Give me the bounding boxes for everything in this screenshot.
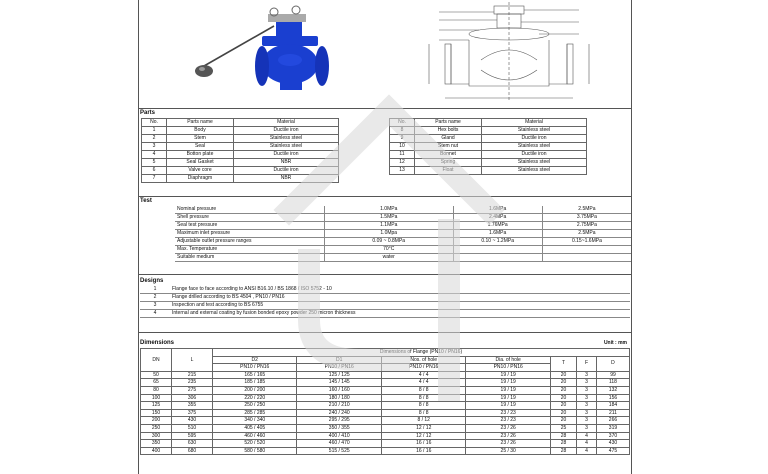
dim-dia-hole: 19 / 19 <box>466 386 550 394</box>
part-name: Botton plate <box>167 151 234 159</box>
test-table <box>175 206 631 262</box>
dim-d2: 285 / 285 <box>213 409 297 417</box>
dim-f: 3 <box>577 424 597 432</box>
dim-dn: 300 <box>141 432 172 440</box>
dim-nos-hole: 8 / 8 <box>381 402 465 410</box>
dim-f: 4 <box>577 440 597 448</box>
table-row <box>142 135 339 143</box>
table-row <box>175 238 631 246</box>
col-parts-name: Parts name <box>415 119 482 127</box>
test-value-1: 1.0MPa <box>324 206 453 214</box>
dim-dia-hole: 25 / 30 <box>466 447 550 455</box>
dim-nos-hole: 16 / 16 <box>381 447 465 455</box>
dim-d1: 515 / 525 <box>297 447 381 455</box>
dim-d1: 145 / 145 <box>297 379 381 387</box>
test-label: Maximum inlet pressure <box>175 230 324 238</box>
part-no: 5 <box>142 159 167 167</box>
part-material: Ductile iron <box>482 151 587 159</box>
dim-dn: 100 <box>141 394 172 402</box>
part-name: Stem nut <box>415 143 482 151</box>
dim-d1: 180 / 180 <box>297 394 381 402</box>
part-no: 9 <box>390 135 415 143</box>
test-value-2: 1.6MPa <box>453 206 542 214</box>
dim-dn: 200 <box>141 417 172 425</box>
design-text: Flange drilled according to BS 4504 , PN10 / PN16 <box>170 294 630 302</box>
part-material: Stainless steel <box>482 167 587 175</box>
part-material: Ductile iron <box>234 151 339 159</box>
col-t: T <box>550 356 576 371</box>
datasheet <box>138 0 632 474</box>
dim-d: 370 <box>596 432 629 440</box>
dim-l: 680 <box>172 447 213 455</box>
test-value-1: 70°C <box>324 246 453 254</box>
table-row <box>175 246 631 254</box>
table-row <box>142 143 339 151</box>
design-no: 1 <box>140 286 170 294</box>
dim-d: 319 <box>596 424 629 432</box>
dim-d: 184 <box>596 402 629 410</box>
dim-dia-hole: 19 / 19 <box>466 371 550 379</box>
part-material: NBR <box>234 175 339 183</box>
dim-d2: 220 / 220 <box>213 394 297 402</box>
dim-d: 99 <box>596 371 629 379</box>
dim-t: 20 <box>550 386 576 394</box>
test-value-1: 1.0Mpa <box>324 230 453 238</box>
dim-l: 430 <box>172 417 213 425</box>
test-label: Seal test pressure <box>175 222 324 230</box>
test-value-1: 1.1MPa <box>324 222 453 230</box>
test-value-3: 2.5MPa <box>542 230 631 238</box>
part-no: 12 <box>390 159 415 167</box>
float-valve-photo <box>184 4 354 104</box>
dim-t: 20 <box>550 371 576 379</box>
dim-dia-hole: 19 / 19 <box>466 394 550 402</box>
test-label: Suitable medium <box>175 254 324 262</box>
test-heading: Test <box>140 198 152 204</box>
dim-dn: 150 <box>141 409 172 417</box>
table-row <box>140 310 630 318</box>
sub-pn: PN10 / PN16 <box>297 364 381 372</box>
design-no: 2 <box>140 294 170 302</box>
dim-t: 20 <box>550 379 576 387</box>
table-row <box>142 127 339 135</box>
part-no: 7 <box>142 175 167 183</box>
dim-d1: 350 / 355 <box>297 424 381 432</box>
table-row <box>142 159 339 167</box>
part-name: Seal <box>167 143 234 151</box>
dim-d1: 460 / 470 <box>297 440 381 448</box>
part-name: Seal Gasket <box>167 159 234 167</box>
dim-d2: 580 / 580 <box>213 447 297 455</box>
dim-d2: 460 / 460 <box>213 432 297 440</box>
dim-f: 3 <box>577 386 597 394</box>
unit-label: Unit : mm <box>603 340 627 346</box>
table-row <box>141 447 630 455</box>
dim-d2: 185 / 185 <box>213 379 297 387</box>
dim-d2: 250 / 250 <box>213 402 297 410</box>
dim-dia-hole: 23 / 26 <box>466 432 550 440</box>
test-value-3 <box>542 254 631 262</box>
dim-t: 28 <box>550 447 576 455</box>
col-material: Material <box>234 119 339 127</box>
dim-t: 20 <box>550 394 576 402</box>
part-no: 1 <box>142 127 167 135</box>
table-row <box>142 175 339 183</box>
parts-table-left <box>141 118 339 183</box>
design-no: 3 <box>140 302 170 310</box>
part-name: Body <box>167 127 234 135</box>
dim-l: 306 <box>172 394 213 402</box>
dim-d2: 405 / 405 <box>213 424 297 432</box>
valve-section-drawing <box>409 0 609 104</box>
dim-t: 28 <box>550 440 576 448</box>
part-name: Float <box>415 167 482 175</box>
col-dn: DN <box>141 349 172 372</box>
dim-t: 28 <box>550 432 576 440</box>
dim-d: 156 <box>596 394 629 402</box>
col-f: F <box>577 356 597 371</box>
part-material: Stainless steel <box>234 143 339 151</box>
col-no: No. <box>142 119 167 127</box>
dim-l: 215 <box>172 371 213 379</box>
test-value-2 <box>453 246 542 254</box>
dim-dn: 350 <box>141 440 172 448</box>
dim-f: 3 <box>577 371 597 379</box>
dim-dn: 50 <box>141 371 172 379</box>
dim-dia-hole: 23 / 23 <box>466 409 550 417</box>
dim-dn: 250 <box>141 424 172 432</box>
test-value-3: 0.15~1.6MPa <box>542 238 631 246</box>
dim-l: 595 <box>172 432 213 440</box>
part-material: Stainless steel <box>234 135 339 143</box>
table-row <box>175 222 631 230</box>
part-no: 11 <box>390 151 415 159</box>
dim-dia-hole: 23 / 26 <box>466 424 550 432</box>
test-value-3: 2.5MPa <box>542 206 631 214</box>
design-text: Internal and external coating by fusion bonded epoxy powder 250 micron thickness <box>170 310 630 318</box>
dim-nos-hole: 8 / 8 <box>381 409 465 417</box>
dim-f: 3 <box>577 379 597 387</box>
dim-l: 375 <box>172 409 213 417</box>
designs-heading: Designs <box>140 278 164 284</box>
part-material: Stainless steel <box>482 143 587 151</box>
part-material: Ductile iron <box>234 167 339 175</box>
table-row <box>175 254 631 262</box>
dim-nos-hole: 8 / 12 <box>381 417 465 425</box>
dim-d: 132 <box>596 386 629 394</box>
table-row <box>141 417 630 425</box>
dim-dn: 400 <box>141 447 172 455</box>
table-row <box>390 159 587 167</box>
dim-l: 630 <box>172 440 213 448</box>
dim-nos-hole: 12 / 12 <box>381 432 465 440</box>
table-row <box>141 424 630 432</box>
dim-d2: 520 / 520 <box>213 440 297 448</box>
part-no: 13 <box>390 167 415 175</box>
dim-d: 266 <box>596 417 629 425</box>
test-value-1: water <box>324 254 453 262</box>
table-row <box>140 286 630 294</box>
parts-table-right <box>389 118 587 175</box>
part-no: 3 <box>142 143 167 151</box>
table-row <box>175 230 631 238</box>
part-name: Bonnet <box>415 151 482 159</box>
dim-f: 3 <box>577 409 597 417</box>
dim-d1: 240 / 240 <box>297 409 381 417</box>
dim-f: 4 <box>577 447 597 455</box>
test-label: Shell pressure <box>175 214 324 222</box>
part-material: Ductile iron <box>234 127 339 135</box>
dim-dia-hole: 19 / 19 <box>466 402 550 410</box>
table-row <box>141 402 630 410</box>
dim-l: 275 <box>172 386 213 394</box>
test-value-1: 0.09 ~ 0.8MPa <box>324 238 453 246</box>
test-value-3: 2.75MPa <box>542 222 631 230</box>
dim-t: 20 <box>550 402 576 410</box>
dim-d2: 340 / 340 <box>213 417 297 425</box>
col-nos-hole: Nos. of hole <box>381 356 465 364</box>
table-row <box>142 167 339 175</box>
table-row <box>390 151 587 159</box>
test-value-2: 0.10 ~ 1.2MPa <box>453 238 542 246</box>
part-no: 4 <box>142 151 167 159</box>
dim-nos-hole: 16 / 16 <box>381 440 465 448</box>
col-material: Material <box>482 119 587 127</box>
dim-d: 475 <box>596 447 629 455</box>
dim-d1: 125 / 125 <box>297 371 381 379</box>
dim-dn: 80 <box>141 386 172 394</box>
table-row <box>390 167 587 175</box>
part-name: Stem <box>167 135 234 143</box>
table-row <box>141 371 630 379</box>
dimensions-table <box>140 348 630 455</box>
parts-heading: Parts <box>140 110 156 116</box>
col-d2: D2 <box>213 356 297 364</box>
design-text: Flange face to face according to ANSI B16.10 / BS 1868 / ISO 5752 - 10 <box>170 286 630 294</box>
flange-group-header: Dimensions of Flange (PN10 / PN16) <box>213 349 630 357</box>
dim-f: 3 <box>577 402 597 410</box>
table-row <box>390 143 587 151</box>
test-label: Max. Temperature <box>175 246 324 254</box>
sub-pn: PN10 / PN16 <box>381 364 465 372</box>
dim-nos-hole: 4 / 4 <box>381 371 465 379</box>
col-parts-name: Parts name <box>167 119 234 127</box>
dim-dia-hole: 23 / 23 <box>466 417 550 425</box>
design-text: Inspection and test according to BS 6755 <box>170 302 630 310</box>
dim-nos-hole: 12 / 12 <box>381 424 465 432</box>
test-value-2: 1.76MPa <box>453 222 542 230</box>
table-row <box>140 294 630 302</box>
designs-table <box>140 286 630 318</box>
part-name: Valve core <box>167 167 234 175</box>
test-value-1: 1.5MPa <box>324 214 453 222</box>
dim-d1: 400 / 410 <box>297 432 381 440</box>
test-value-2: 1.6MPa <box>453 230 542 238</box>
part-material: Stainless steel <box>482 127 587 135</box>
table-row <box>390 127 587 135</box>
part-name: Gland <box>415 135 482 143</box>
dim-l: 510 <box>172 424 213 432</box>
test-label: Nominal pressure <box>175 206 324 214</box>
col-l: L <box>172 349 213 372</box>
dimensions-heading: Dimensions <box>140 340 175 346</box>
test-value-3 <box>542 246 631 254</box>
table-row <box>142 151 339 159</box>
sub-pn: PN10 / PN16 <box>466 364 550 372</box>
col-d: D <box>596 356 629 371</box>
dim-d: 211 <box>596 409 629 417</box>
dim-d: 118 <box>596 379 629 387</box>
table-row <box>141 440 630 448</box>
dim-t: 25 <box>550 424 576 432</box>
design-no: 4 <box>140 310 170 318</box>
dim-f: 4 <box>577 432 597 440</box>
dim-f: 3 <box>577 394 597 402</box>
dim-d1: 160 / 160 <box>297 386 381 394</box>
dim-t: 20 <box>550 409 576 417</box>
dim-nos-hole: 4 / 4 <box>381 379 465 387</box>
col-dia-hole: Dia. of hole <box>466 356 550 364</box>
table-row <box>141 409 630 417</box>
dim-f: 3 <box>577 417 597 425</box>
test-value-3: 3.75MPa <box>542 214 631 222</box>
table-row <box>141 379 630 387</box>
dim-dn: 65 <box>141 379 172 387</box>
part-material: Stainless steel <box>482 159 587 167</box>
dim-dn: 125 <box>141 402 172 410</box>
dim-d1: 295 / 295 <box>297 417 381 425</box>
dim-d2: 165 / 165 <box>213 371 297 379</box>
test-value-2: 2.4MPa <box>453 214 542 222</box>
part-name: Hex bolts <box>415 127 482 135</box>
dim-d1: 210 / 210 <box>297 402 381 410</box>
table-row <box>175 206 631 214</box>
dim-dia-hole: 23 / 26 <box>466 440 550 448</box>
table-row <box>390 135 587 143</box>
test-value-2 <box>453 254 542 262</box>
dim-dia-hole: 19 / 19 <box>466 379 550 387</box>
dim-nos-hole: 8 / 8 <box>381 386 465 394</box>
dim-d2: 200 / 200 <box>213 386 297 394</box>
part-no: 6 <box>142 167 167 175</box>
col-no: No. <box>390 119 415 127</box>
table-row <box>175 214 631 222</box>
col-d1: D1 <box>297 356 381 364</box>
dim-l: 235 <box>172 379 213 387</box>
dim-d: 430 <box>596 440 629 448</box>
part-material: Ductile iron <box>482 135 587 143</box>
table-row <box>141 394 630 402</box>
part-material: NBR <box>234 159 339 167</box>
part-name: Diaphragm <box>167 175 234 183</box>
part-no: 8 <box>390 127 415 135</box>
part-name: Spring <box>415 159 482 167</box>
sub-pn: PN10 / PN16 <box>213 364 297 372</box>
table-row <box>141 432 630 440</box>
dim-nos-hole: 8 / 8 <box>381 394 465 402</box>
part-no: 10 <box>390 143 415 151</box>
dim-l: 355 <box>172 402 213 410</box>
test-label: Adjustable outlet pressure ranges <box>175 238 324 246</box>
table-row <box>140 302 630 310</box>
dim-t: 20 <box>550 417 576 425</box>
part-no: 2 <box>142 135 167 143</box>
table-row <box>141 386 630 394</box>
